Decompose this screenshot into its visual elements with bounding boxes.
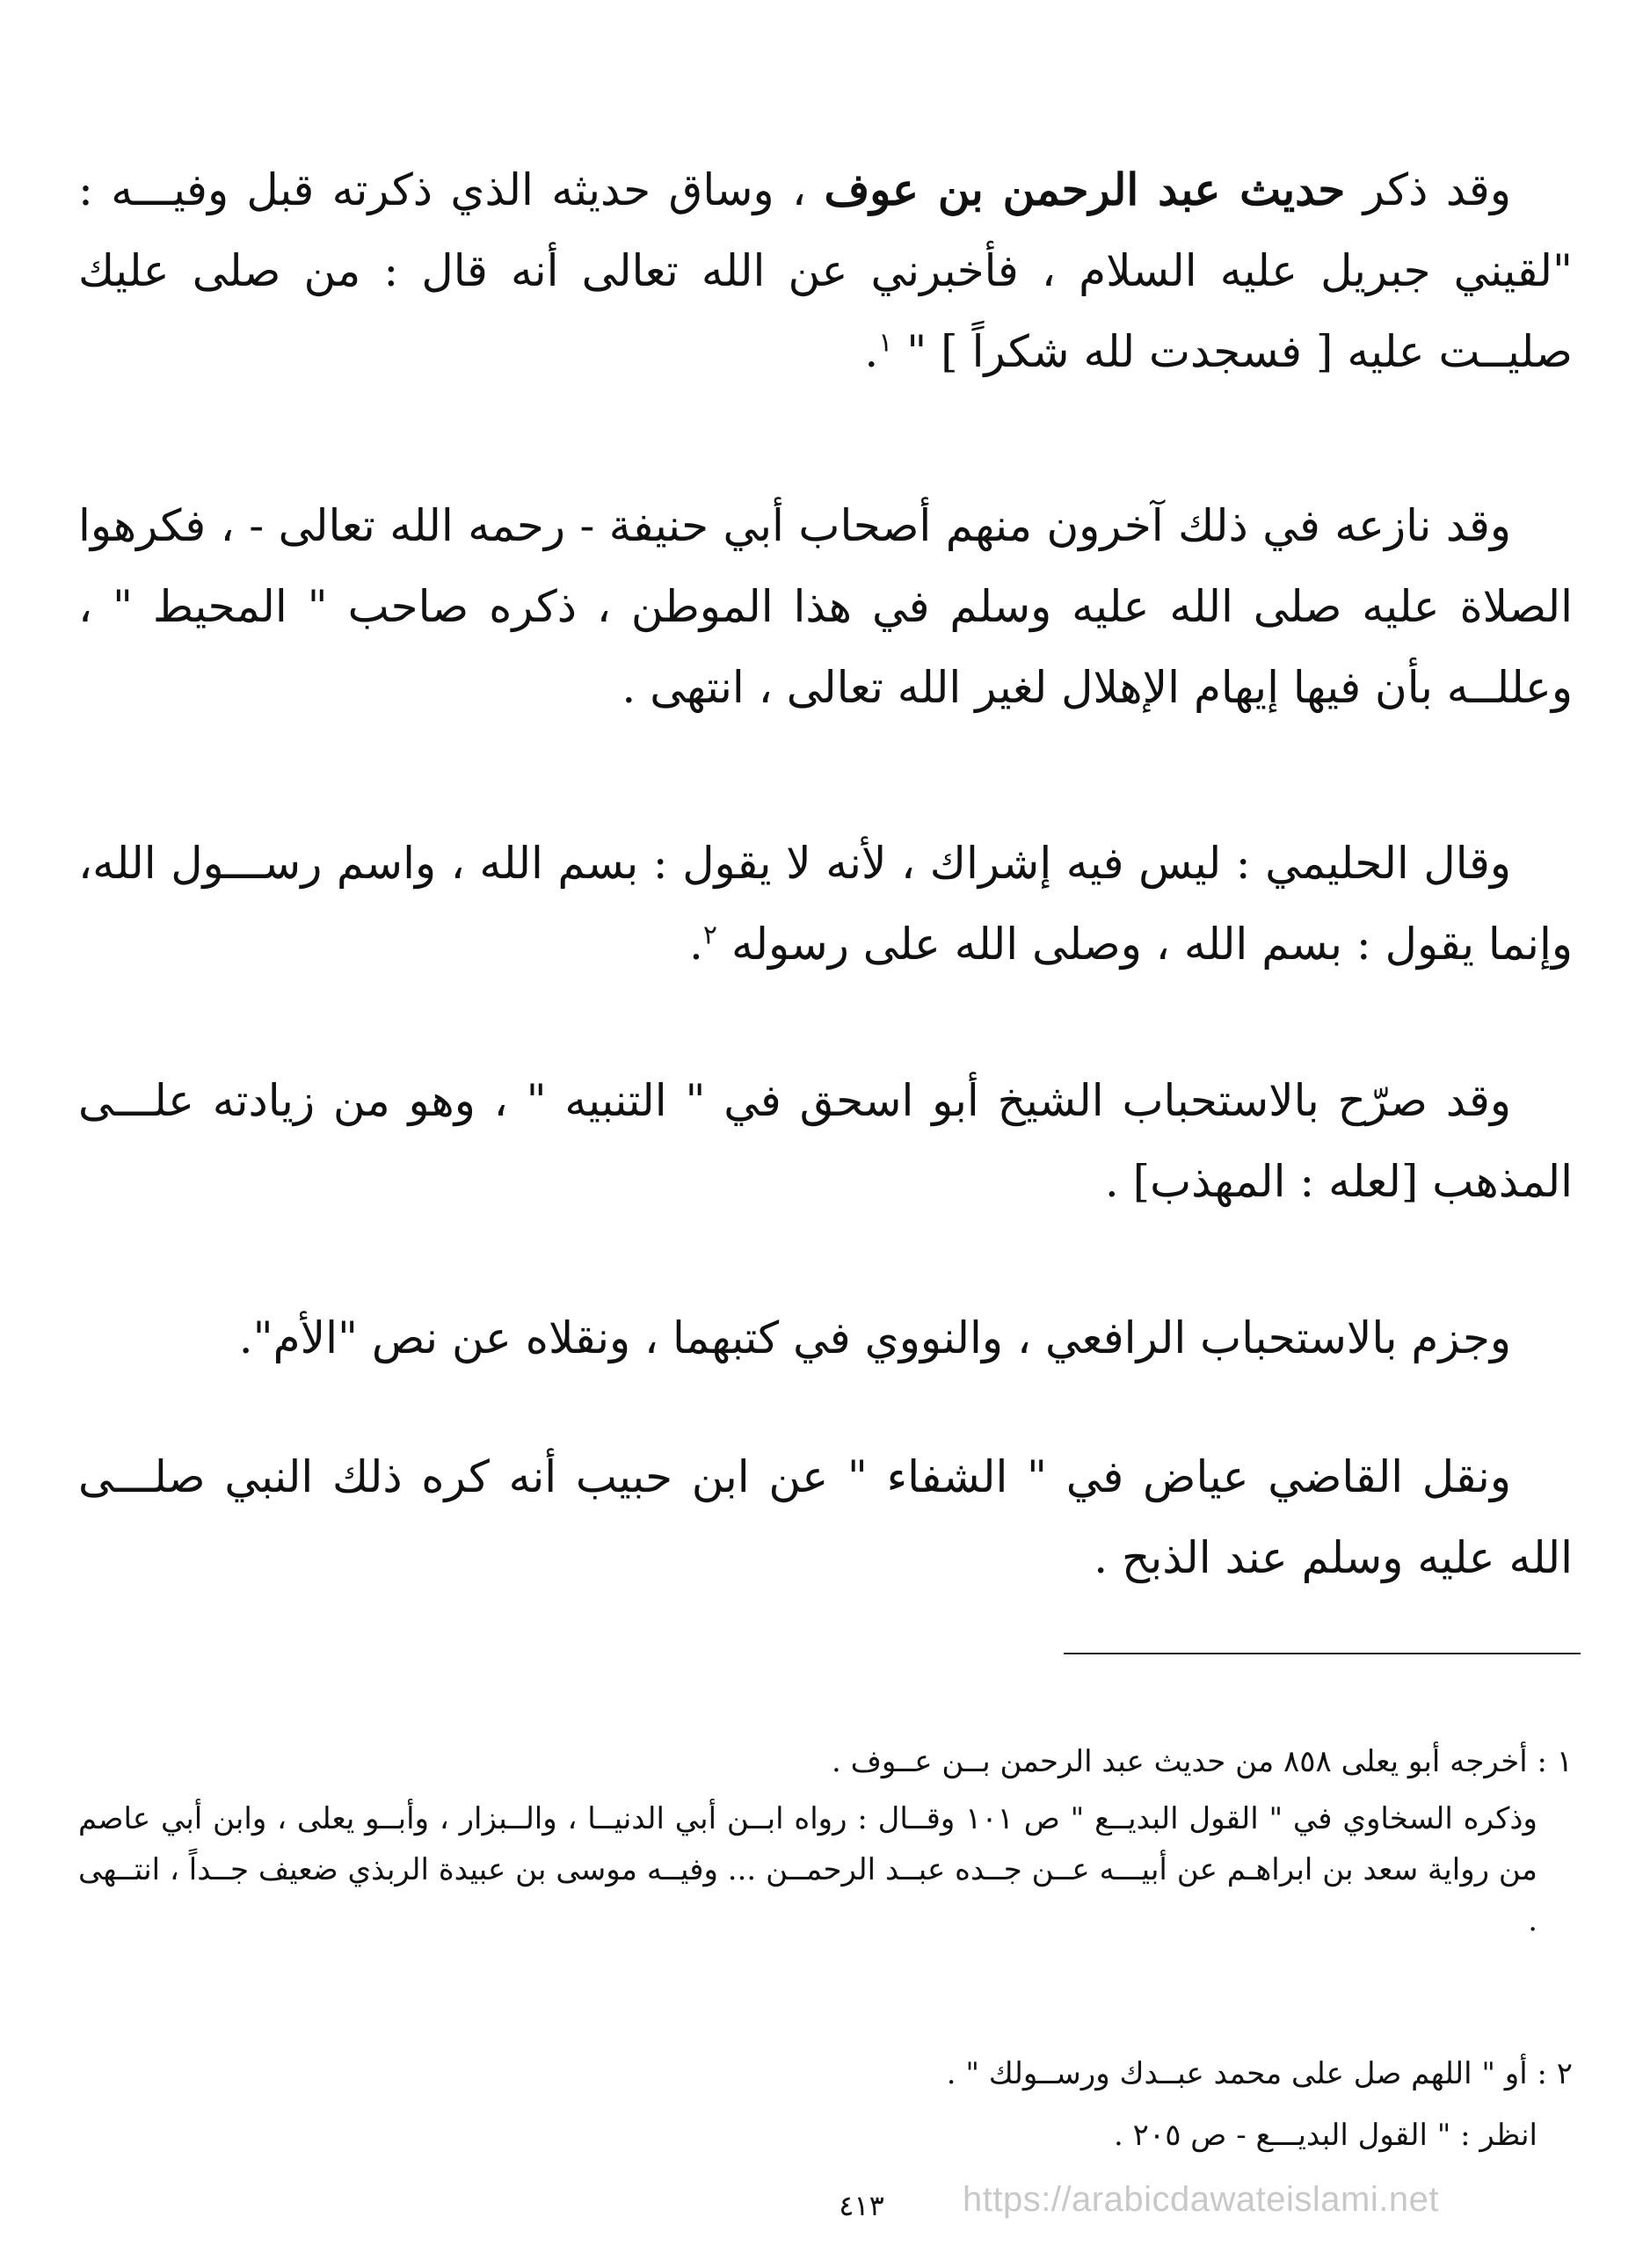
paragraph-6 — [78, 1436, 1573, 1598]
paragraph-1-rest: ، وساق حديثه الذي ذكرته قبل وفيـــه : "لقيني جبريل عليه السلام ، فأخبرني عن الله تعالى أنه قال : من صلى عليك صليــت عليه [ فسجدت لله شكراً ] " — [78, 164, 1573, 377]
paragraph-5 — [78, 1298, 1573, 1378]
footnote-2 — [78, 2048, 1573, 2099]
paragraph-3-tail: . — [689, 919, 703, 970]
page-number: ٤١٣ — [839, 2189, 884, 2222]
paragraph-3 — [78, 823, 1573, 985]
footnote-ref-2: ٢ — [702, 920, 718, 951]
watermark-url: https://arabicdawateislami.net — [963, 2180, 1439, 2219]
footnote-2-text: ٢ : أو " اللهم صل على محمد عبــدك ورســولك " . — [946, 2056, 1573, 2091]
paragraph-1 — [78, 149, 1573, 392]
paragraph-1-bold: حديث عبد الرحمن بن عوف — [824, 164, 1346, 215]
paragraph-4-text: وقد صرّح بالاستحباب الشيخ أبو اسحق في " التنبيه " ، وهو من زيادته علـــى المذهب [لعله : المهذب] . — [78, 1075, 1573, 1207]
footnote-1 — [78, 1736, 1573, 1787]
footnote-1-text: ١ : أخرجه أبو يعلى ٨٥٨ من حديث عبد الرحمن بــن عــوف . — [831, 1744, 1573, 1779]
paragraph-1-lead: وقد ذكر — [1345, 164, 1511, 215]
footnote-ref-1: ١ — [878, 327, 893, 359]
footnote-1-continuation — [78, 1793, 1573, 1946]
paragraph-2 — [78, 485, 1573, 728]
paragraph-2-text: وقد نازعه في ذلك آخرون منهم أصحاب أبي حنيفة - رحمه الله تعالى - ، فكرهوا الصلاة عليه صلى الله عليه وسلم في هذا الموطن ، ذكره صاحب " المحيط " ، وعللــه بأن فيها إيهام الإهلال لغير الله تعالى ، انتهى . — [78, 500, 1573, 713]
paragraph-5-text: وجزم بالاستحباب الرافعي ، والنووي في كتبهما ، ونقلاه عن نص "الأم". — [238, 1312, 1511, 1363]
paragraph-1-tail: . — [864, 326, 879, 377]
paragraph-6-text: ونقل القاضي عياض في " الشفاء " عن ابن حبيب أنه كره ذلك النبي صلـــى الله عليه وسلم عند الذبح . — [78, 1451, 1573, 1583]
paragraph-4 — [78, 1060, 1573, 1222]
paragraph-3-text: وقال الحليمي : ليس فيه إشراك ، لأنه لا يقول : بسم الله ، واسم رســـول الله، وإنما يقول : بسم الله ، وصلى الله على رسوله — [78, 838, 1573, 970]
footnote-2-continuation — [78, 2110, 1573, 2161]
footnote-2-continuation-text: انظر : " القول البديـــع - ص ٢٠٥ . — [1114, 2118, 1537, 2153]
footnote-divider — [1064, 1653, 1581, 1654]
footnote-1-continuation-text: وذكره السخاوي في " القول البديــع " ص ١٠١ وقــال : رواه ابــن أبي الدنيــا ، والــبزار ، وأبــو يعلى ، وابن أبي عاصم من رواية سعد بن ابراهـم عن أبيـــه عــن جــده عبــد الرحمــن ... وفيــه موسى بن عبيدة الربذي ضعيف جــداً ، انتــهى . — [78, 1801, 1537, 1938]
